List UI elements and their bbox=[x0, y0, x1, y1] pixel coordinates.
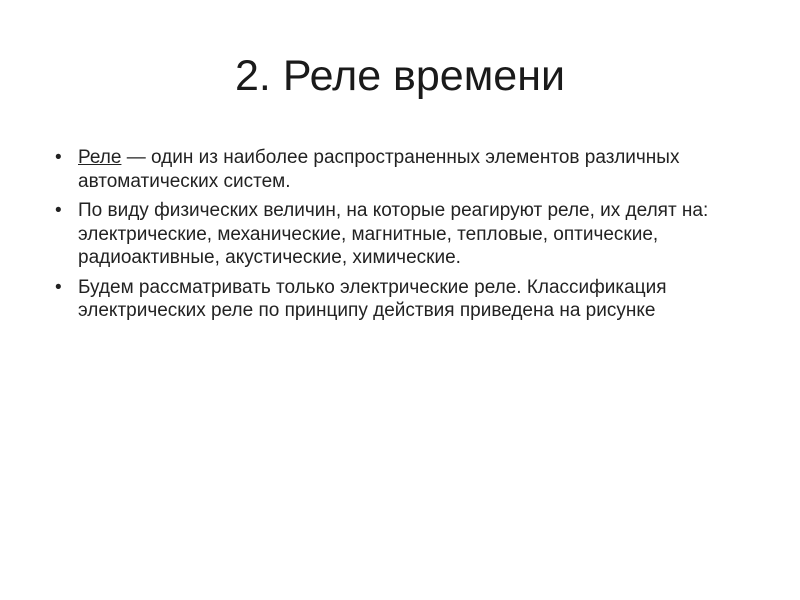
bullet-text: Будем рассматривать только электрические реле. Классификация электрических реле по принципу действия приведена на рисунке bbox=[78, 276, 667, 321]
term-link-rele[interactable]: Реле bbox=[78, 147, 122, 168]
slide-title: 2. Реле времени bbox=[235, 52, 565, 100]
bullet-item-types bbox=[55, 199, 735, 270]
bullet-text: — один из наиболее распространенных элементов различных автоматических систем. bbox=[78, 147, 680, 192]
bullet-list bbox=[55, 146, 735, 329]
bullet-icon: • bbox=[55, 276, 62, 298]
bullet-text: По виду физических величин, на которые реагируют реле, их делят на: электрические, механические, магнитные, тепловые, оптические, радиоактивные, акустические, химические. bbox=[78, 200, 709, 268]
bullet-icon: • bbox=[55, 147, 62, 168]
bullet-item-definition bbox=[55, 146, 735, 193]
bullet-icon: • bbox=[55, 200, 62, 221]
bullet-item-classification bbox=[55, 276, 735, 323]
